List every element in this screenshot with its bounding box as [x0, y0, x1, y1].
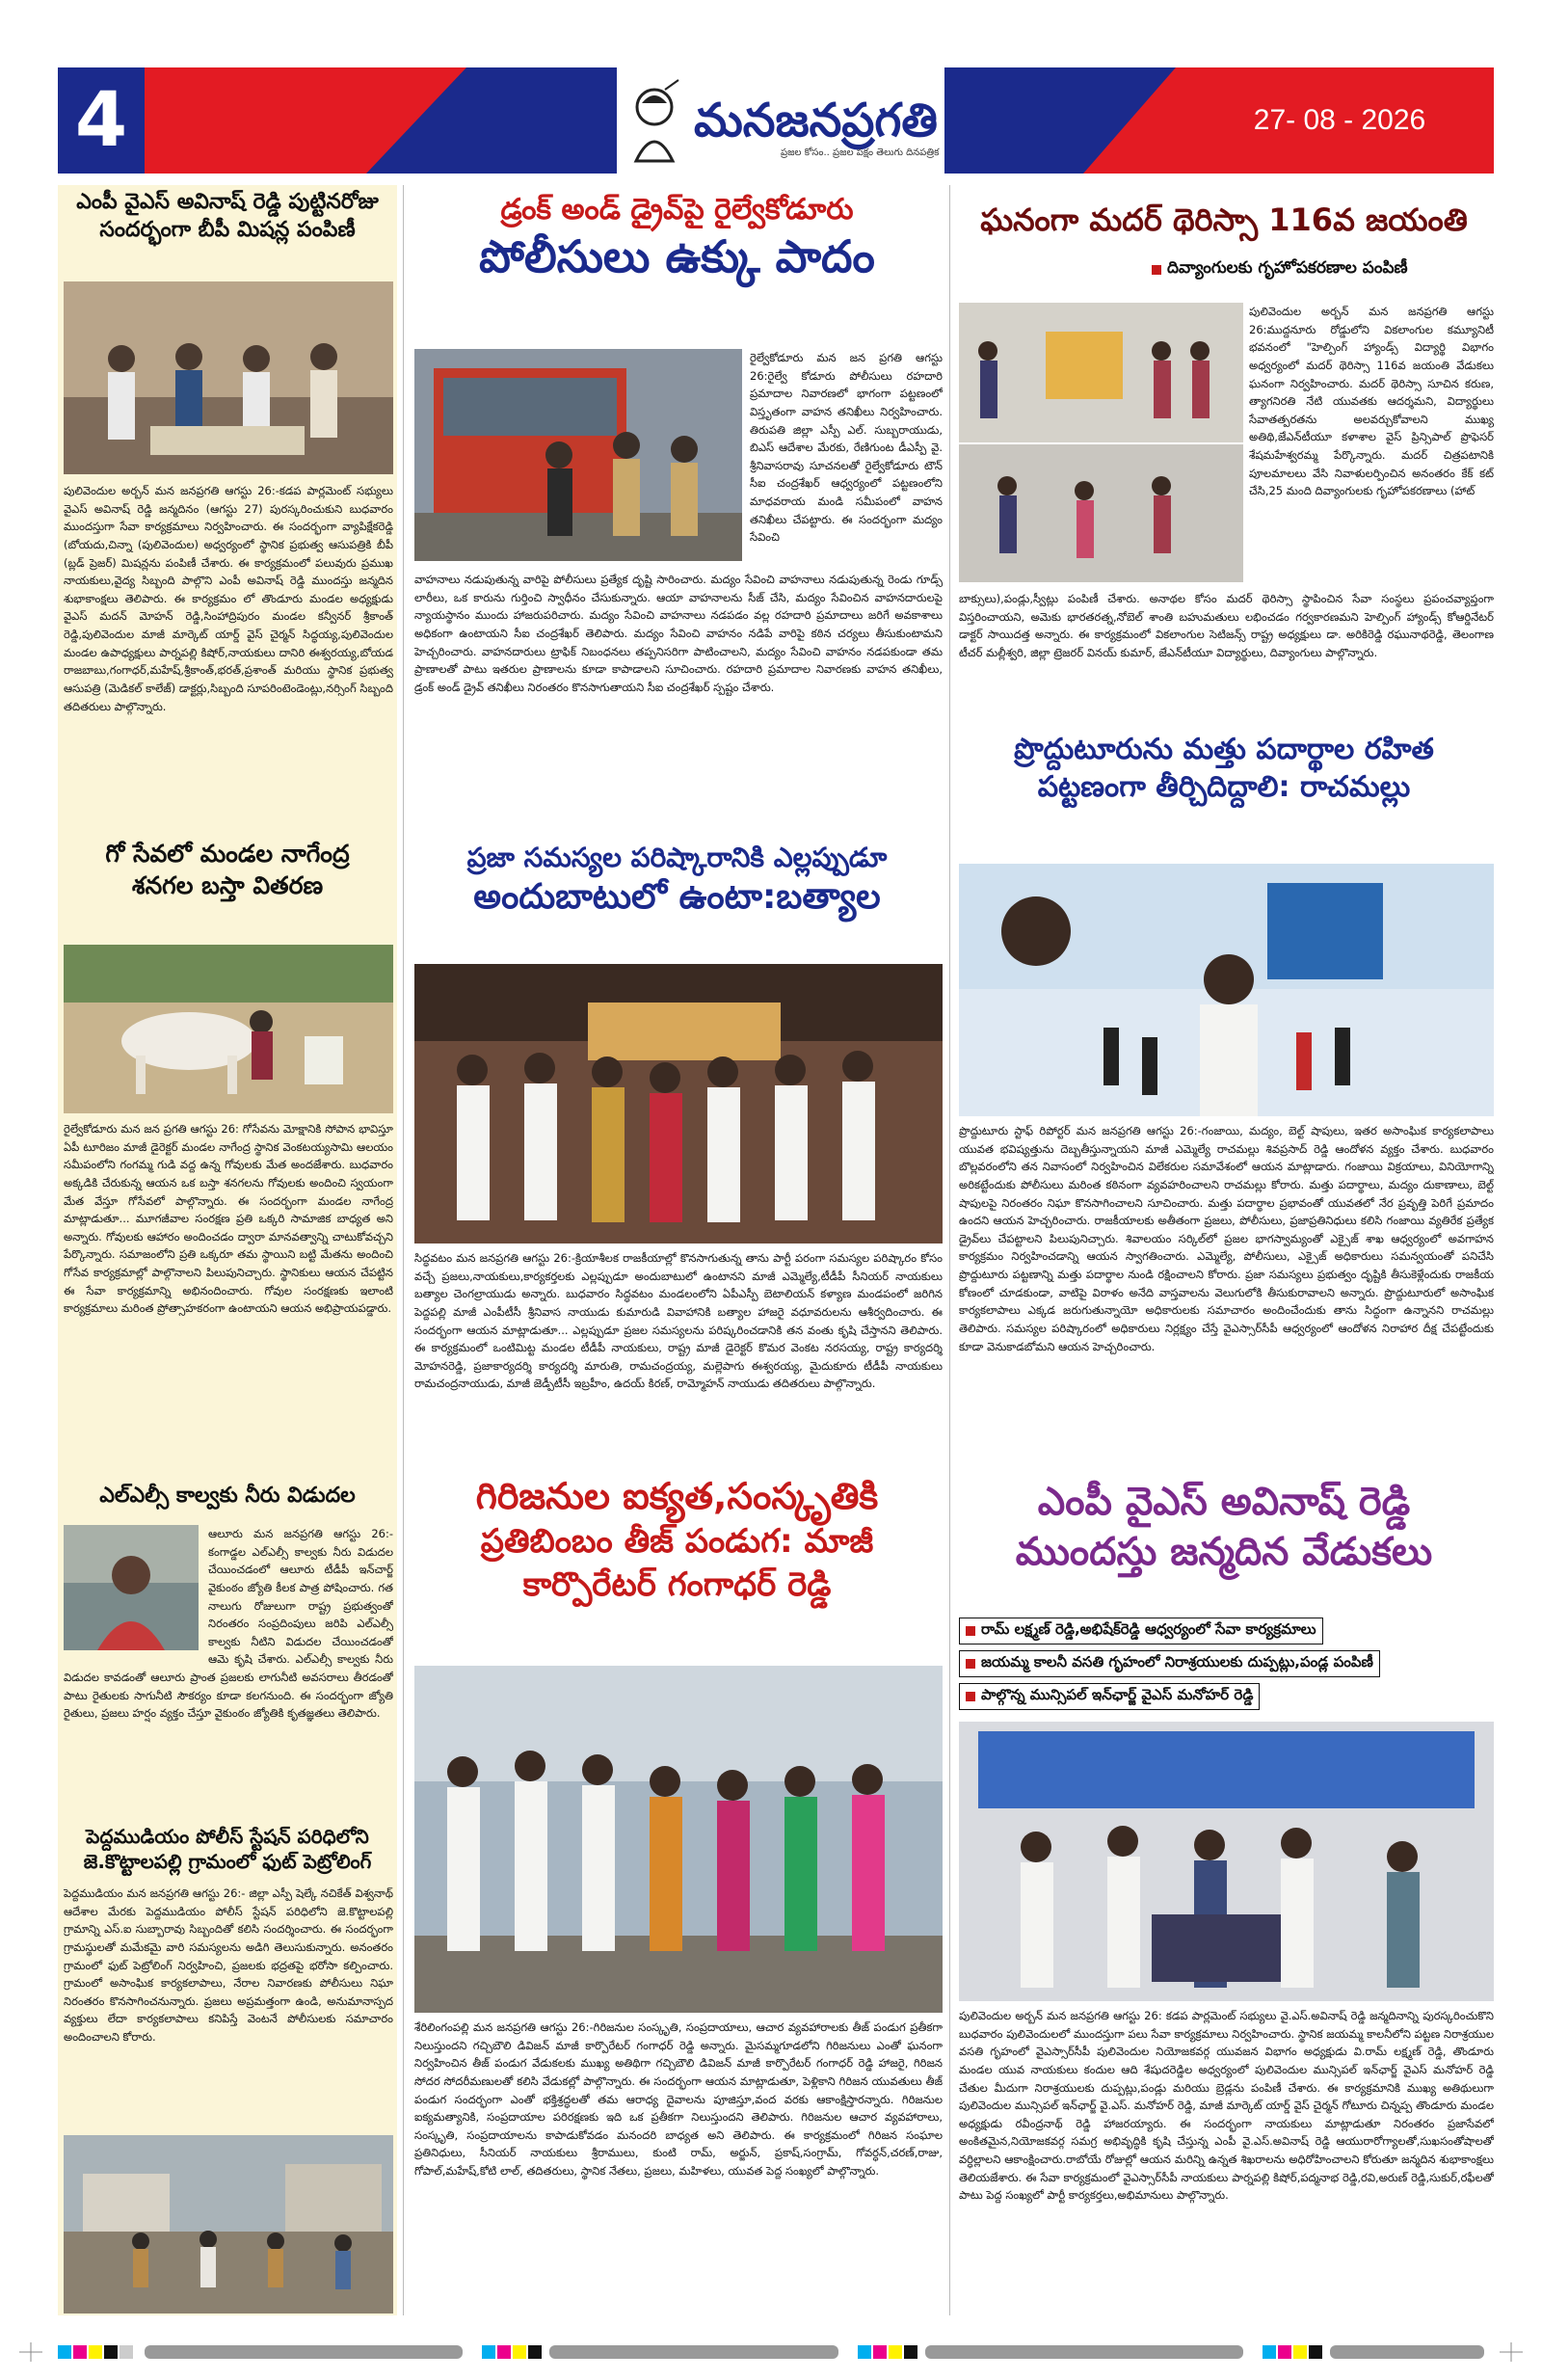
headline-line: గో సేవలో మండల నాగేంద్ర	[105, 840, 350, 868]
headline-line: ముందస్తు జన్మదిన వేడుకలు	[1015, 1530, 1433, 1574]
photo-cow-feeding	[64, 945, 393, 1113]
right-story3-sub3	[959, 1683, 1494, 1710]
center-story1-headline	[410, 191, 944, 286]
center-story2-body: సిద్ధవటం మన జనప్రగతి ఆగస్టు 26:-క్రియాశీలక రాజకీయాల్లో కొనసాగుతున్న తాను పార్టీ పరంగా సమస్యల పరిష్కారం కోసం వచ్చే ప్రజలు,నాయకులు,కార్యకర్తలకు ఎల్లప్పుడూ అందుబాటులో ఉంటానని మాజీ ఎమ్మెల్యే,టీడీపీ సీనియర్ నాయకులు బత్యాల చెంగల్రాయుడు అన్నారు. బుధవారం సిద్ధవటం మండలంలోని ఏపీఎస్పీ బెటాలియన్ కళ్యాణ మండపంలో జరిగిన పెద్దపల్లి మాజీ ఎంపీటీసీ శ్రీనివాస నాయుడు కుమారుడి వివాహానికి బత్యాల హాజరై వధూవరులను ఆశీర్వదించారు. ఈ సందర్భంగా ఆయన మాట్లాడుతూ... ఎల్లప్పుడూ ప్రజల సమస్యలను పరిష్కరించడానికి తన వంతు కృషి చేస్తానని తెలిపారు. ఈ కార్యక్రమంలో ఒంటిమిట్ట మండల టీడీపీ నాయకులు, రాష్ట్ర మాజీ డైరెక్టర్ కొమర వెంకట నరసయ్య, రాష్ట్ర కార్యదర్శి మోహనరెడ్డి, ప్రజాకార్యదర్శి కార్యదర్శి మారుతి, రామచంద్రయ్య, మల్లెపాగు ఈశ్వరయ్య, మైదుకూరు టీడీపీ నాయకులు రామచంద్రనాయుడు, మాజీ జెడ్పీటీసీ ఇబ్రహీం, ఉదయ్ కిరణ్, రామ్మోహన్ నాయుడు తదితరులు పాల్గొన్నారు.	[414, 1251, 943, 1391]
photo-blanket-distribution	[959, 1722, 1494, 2001]
photo-image	[959, 864, 1494, 1116]
headline-line: డ్రంక్ అండ్ డ్రైవ్‌పై రైల్వేకోడూరు	[500, 193, 854, 227]
headline-line: పట్టణంగా తీర్చిదిద్దాలి: రాచమల్లు	[1037, 770, 1411, 804]
photo-image	[959, 1722, 1494, 2001]
right-story1-headline: ఘనంగా మదర్ థెరిస్సా 116వ జయంతి	[980, 201, 1468, 238]
issue-date: 27- 08 - 2026	[1253, 104, 1426, 136]
photo-image	[64, 281, 393, 474]
right-story2-headline	[956, 731, 1492, 806]
headline-line: పెద్దముడియం పోలీస్ స్టేషన్ పరిధిలోని	[86, 1825, 369, 1848]
headline-line: కార్పొరేటర్ గంగాధర్ రెడ్డి	[522, 1564, 832, 1604]
photo-mother-teresa-jayanti	[959, 303, 1243, 582]
sub1-text: రామ్ లక్ష్మణ్ రెడ్డి,అభిషేక్‌రెడ్డి ఆధ్వర్యంలో సేవా కార్యక్రమాలు	[981, 1620, 1316, 1638]
right-story3-body: పులివెందుల అర్బన్ మన జనప్రగతి ఆగస్టు 26: కడప పార్లమెంట్ సభ్యులు వై.ఎస్.అవినాష్ రెడ్డి జన్మదినాన్ని పురస్కరించుకొని బుధవారం పులివెందులలో ముందస్తుగా పలు సేవా కార్యక్రమాలు నిర్వహించారు. స్థానిక జయమ్మ కాలనీలోని పట్టణ నిరాశ్రయుల వసతి గృహంలో వైఎస్సార్‌సీపీ పులివెందుల నియోజకవర్గ యువజన విభాగం అధ్యక్షుడు వి.రామ్ లక్ష్మణ్ రెడ్డి, తొండూరు మండల యువ నాయకులు కందుల ఆది శేషుదరెడ్డిల అధ్వర్యంలో పులివెందుల మున్సిపల్ ఇన్‌ఛార్జ్ వైఎస్ మనోహర్ రెడ్డి చేతుల మీదుగా నిరాశ్రయులకు దుప్పట్లు,పండ్లు మరియు బ్రెడ్లను పంపిణీ చేశారు. ఈ కార్యక్రమానికి ముఖ్య అతిథులుగా పులివెందుల మున్సిపల్ ఇన్‌ఛార్జ్ వై.ఎస్. మనోహర్ రెడ్డి, మాజీ మార్కెట్ యార్డ్ వైస్ చైర్మన్ గోటూరు చిన్నప్ప తొండూరు మండల అధ్యక్షుడు రవీంద్రనాథ్ రెడ్డి హాజరయ్యారు. ఈ సందర్భంగా నాయకులు మాట్లాడుతూ నిరంతరం ప్రజాసేవలో అంకితమైన,నియోజకవర్గ సమగ్ర అభివృద్ధికి కృషి చేస్తున్న ఎంపీ వై.ఎస్.అవినాష్ రెడ్డి ఆయురారోగ్యాలతో,సుఖసంతోషాలతో వర్ధిల్లాలని ఆకాంక్షించారు.రాబోయే రోజుల్లో ఆయన మరిన్ని ఉన్నత శిఖరాలను అధిరోహించాలని కోరుతూ జన్మదిన శుభాకాంక్షలు తెలియజేశారు. ఈ సేవా కార్యక్రమంలో వైఎస్సార్‌సీపీ నాయకులు పార్నపల్లి కిషోర్,పద్మనాభ రెడ్డి,రవి,అరుణ్ రెడ్డి,సుకుర్,రఫీలతో పాటు పెద్ద సంఖ్యలో పార్టీ కార్యకర్తలు,అభిమానులు పాల్గొన్నారు.	[959, 2009, 1494, 2203]
photo-foot-patrolling	[64, 2135, 393, 2313]
center-story2-headline	[410, 841, 944, 921]
headline-line: గిరిజనుల ఐక్యత,సంస్కృతికి	[475, 1475, 879, 1517]
column-rule-left	[403, 185, 404, 2315]
right-story3-sub2	[959, 1650, 1494, 1677]
left-story3-body	[64, 1525, 393, 1812]
right-story1-subheadline	[1152, 258, 1499, 281]
column-rule-right	[949, 185, 950, 2315]
center-story1-body: వాహనాలు నడుపుతున్న వారిపై పోలీసులు ప్రత్యేక దృష్టి సారించారు. మద్యం సేవించి వాహనాలు నడుపుతున్న రెండు గూడ్స్ లారీలు, ఒక కారును గుర్తించి స్వాధీనం చేసుకున్నారు. ఆయా వాహనాలను సీజ్ చేసి, మద్యం సేవించిన వాహనదారులపై న్యాయస్థానం ముందు హాజరుపరిచారు. మద్యం సేవించి వాహనాలు నడపడం వల్ల రహదారి ప్రమాదాలు జరిగే అవకాశాలు అధికంగా ఉంటాయని సీఐ చంద్రశేఖర్ తెలిపారు. మద్యం సేవించి వాహనం నడిపే వారిపై కఠిన చర్యలు తీసుకుంటామని హెచ్చరించారు. వాహనదారులు ట్రాఫిక్ నిబంధనలు తప్పనిసరిగా పాటించాలని, మద్యం సేవించి వాహనం నడపకుండా తమ ప్రాణాలతో పాటు ఇతరుల ప్రాణాలను కూడా కాపాడాలని సూచించారు. రహదారి ప్రమాదాల నివారణకు వాహన తనిఖీలు, డ్రంక్ అండ్ డ్రైవ్ తనిఖీలు నిరంతరం కొనసాగుతాయని సీఐ చంద్రశేఖర్ స్పష్టం చేశారు.	[414, 573, 943, 694]
headline-line: జె.కొట్టాలపల్లి గ్రామంలో ఫుట్ పెట్రోలింగ్	[83, 1850, 372, 1873]
photo-image	[414, 1666, 943, 2013]
headline-line: శనగల బస్తా వితరణ	[131, 870, 324, 899]
right-story3-headline	[956, 1477, 1492, 1577]
headline-line: ఎంపీ వైఎస్ అవినాష్ రెడ్డి	[1037, 1480, 1411, 1524]
left-story4-headline	[60, 1824, 395, 1874]
headline-line: ప్రజా సమస్యల పరిష్కారానికి ఎల్లప్పుడూ	[466, 842, 888, 873]
masthead-tagline: ప్రజల కోసం.. ప్రజల పక్షం తెలుగు దినపత్రిక	[781, 147, 940, 158]
photo-image	[414, 964, 943, 1243]
masthead-title: మనజనప్రగతి	[694, 94, 938, 147]
photo-image	[414, 349, 742, 561]
bullet-icon	[966, 1659, 975, 1669]
center-story3-headline	[410, 1473, 944, 1606]
sub2-text: జయమ్మ కాలనీ వసతి గృహంలో నిరాశ్రయులకు దుప్పట్లు,పండ్ల పంపిణీ	[981, 1653, 1373, 1671]
left-story1-headline	[60, 189, 395, 244]
right-story2-body: ప్రొద్దుటూరు స్టాఫ్ రిపోర్టర్ మన జనప్రగతి ఆగస్టు 26:-గంజాయి, మద్యం, బెల్ట్ షాపులు, ఇతర అసాంఘిక కార్యకలాపాలు యువత భవిష్యత్తును దెబ్బతీస్తున్నాయని మాజీ ఎమ్మెల్యే రాచమల్లు శివప్రసాద్ రెడ్డి ఆందోళన వ్యక్తం చేశారు. బుధవారం బొల్లవరంలోని తన నివాసంలో నిర్వహించిన విలేకరుల సమావేశంలో ఆయన మాట్లాడారు. గంజాయి విక్రయాలు, వినియోగాన్ని అరికట్టేందుకు పోలీసులు మరింత కఠినంగా వ్యవహరించాలని రాచమల్లు కోరారు. మత్తు పదార్థాలు, మద్యం దుకాణాలు, బెల్ట్ షాపులపై నిరంతరం నిఘా కొనసాగించాలని సూచించారు. మత్తు పదార్థాల ప్రభావంతో యువతలో నేర ప్రవృత్తి పెరిగే ప్రమాదం ఉందని ఆయన హెచ్చరించారు. రాజకీయాలకు అతీతంగా ప్రజలు, పోలీసులు, ప్రజాప్రతినిధులు కలిసి గంజాయి వ్యతిరేక ప్రత్యేక డ్రైవ్‌లు చేపట్టాలని పిలుపునిచ్చారు. శివాలయం సర్కిల్‌లో ప్రజల భాగస్వామ్యంతో ఎక్సైజ్ శాఖ ఆధ్వర్యంలో అవగాహన కార్యక్రమం నిర్వహించడాన్ని ఆయన స్వాగతించారు. ఎమ్మెల్యే, పోలీసులు, ఎక్సైజ్ అధికారులు సమన్వయంతో పనిచేసి ప్రొద్దుటూరు పట్టణాన్ని మత్తు పదార్థాల నుండి రక్షించాలని కోరారు. ప్రజా సమస్యలు ప్రభుత్వం దృష్టికి తీసుకెళ్లేందుకు రాజకీయ కోణంలో చూడకుండా, వాటిపై విరాళం అనేది వాస్తవాలను వెలుగులోకి తీసుకురావాలని అన్నారు. ప్రొద్దుటూరులో అసాంఘిక కార్యకలాపాలు ఎక్కడ జరుగుతున్నాయో అధికారులకు సమాచారం అందించేందుకు తాను సిద్ధంగా ఉన్నానని రాచమల్లు తెలిపారు. సమస్యల పరిష్కారంలో అధికారులు నిర్లక్ష్యం చేస్తే వైఎస్సార్‌సీపీ ఆధ్వర్యంలో ఆందోళన నిరాహార దీక్ష చేపట్టేందుకు కూడా వెనుకాడబోమని ఆయన హెచ్చరించారు.	[959, 1124, 1494, 1353]
left-story4-body: పెద్దముడియం మన జనప్రగతి ఆగస్టు 26:- జిల్లా ఎస్పీ షెల్కే నచికేత్ విశ్వనాథ్ ఆదేశాల మేరకు పెద్దముడియం పోలీస్ స్టేషన్ పరిధిలోని జె.కొట్టాలపల్లి గ్రామాన్ని ఎస్.ఐ సుబ్బారావు సిబ్బందితో కలిసి సందర్శించారు. ఈ సందర్భంగా గ్రామస్థులతో మమేకమై వారి సమస్యలను అడిగి తెలుసుకున్నారు. అనంతరం గ్రామంలో ఫుట్ పెట్రోలింగ్ నిర్వహించి, ప్రజలకు భద్రతపై భరోసా కల్పించారు. గ్రామంలో అసాంఘిక కార్యకలాపాలు, నేరాల నివారణకు పోలీసులు నిఘా నిరంతరం కొనసాగించనున్నారు. ప్రజలు అప్రమత్తంగా ఉండి, అనుమానాస్పద వ్యక్తులు లేదా కార్యకలాపాలు కనిపిస్తే వెంటనే పోలీసులకు సమాచారం అందించాలని కోరారు.	[64, 1886, 393, 2044]
center-story1-body-side: రైల్వేకోడూరు మన జన ప్రగతి ఆగస్టు 26:రైల్వే కోడూరు పోలీసులు రహదారి ప్రమాదాల నివారణలో భాగంగా పట్టణంలో విస్తృతంగా వాహన తనిఖీలు నిర్వహించారు. తిరుపతి జిల్లా ఎస్పీ ఎల్. సుబ్బరాయుడు, బిఎస్ ఆదేశాల మేరకు, రేణిగుంట డీఎస్పీ వై. శ్రీనివాసరావు సూచనలతో రైల్వేకోడూరు టౌన్ సీఐ చంద్రశేఖర్ ఆధ్వర్యంలో పట్టణంలోని మాధవరాయ మండి సమీపంలో వాహన తనిఖీలు చేపట్టారు. ఈ సందర్భంగా మద్యం సేవించి	[750, 351, 943, 545]
headline-line: సందర్భంగా బీపీ మిషన్ల పంపిణీ	[99, 217, 356, 242]
bullet-icon	[1152, 265, 1161, 275]
photo-wedding-blessing	[414, 964, 943, 1243]
masthead-logo-icon	[623, 74, 686, 167]
photo-drunk-drive-check	[414, 349, 742, 561]
bullet-icon	[966, 1626, 975, 1636]
right-story1-body: బాక్సులు),పండ్లు,స్వీట్లు పంపిణీ చేశారు. అనాథల కోసం మదర్ థెరిస్సా స్థాపించిన సేవా సంస్థలు ప్రపంచవ్యాప్తంగా విస్తరించాయని, అమెకు భారతరత్న,నోబెల్ శాంతి బహుమతులు లభించడం గర్వకారణమని హెల్పింగ్ హ్యాండ్స్ కోఆర్డినేటర్ డాక్టర్ సాయిదత్త అన్నారు. ఈ కార్యక్రమంలో వికలాంగుల సెటిజన్స్ రాష్ట్ర అధ్యక్షులు డా. అరికిరెడ్డి రఘునాథరెడ్డి, తెలంగాణ టీచర్ మల్లీశ్వరి, జిల్లా ట్రెజరర్ వినయ్ కుమార్, జేఎన్‌టీయూ విద్యార్థులు, దివ్యాంగులు పాల్గొన్నారు.	[959, 592, 1494, 659]
right-story1-body-side: పులివెందుల అర్బన్ మన జనప్రగతి ఆగస్టు 26:ముద్దనూరు రోడ్డులోని వికలాంగుల కమ్యూనిటీ భవనంలో "హెల్పింగ్ హ్యాండ్స్ విద్యార్థి విభాగం అధ్వర్యంలో మదర్ థెరిస్సా 116వ జయంతి వేడుకలు ఘనంగా నిర్వహించారు. మదర్ థెరిస్సా సూచిన కరుణ, త్యాగనిరతి నేటి యువతకు ఆదర్శమని, విద్యార్థులు సేవాతత్పరతను అలవర్చుకోవాలని ముఖ్య అతిథి,జేఎన్‌టీయూ కళాశాల వైస్ ప్రిన్సిపాల్ ప్రొఫెసర్ శేషమహేశ్వరమ్మ పేర్కొన్నారు. మదర్ చిత్రపటానికి పూలమాలలు వేసి నివాళులర్పించిన అనంతరం కేక్ కట్ చేసి,25 మంది దివ్యాంగులకు గృహోపకరణాలు (హాట్	[1249, 305, 1494, 498]
right-story3-sub1	[959, 1618, 1494, 1645]
bullet-icon	[966, 1692, 975, 1701]
left-story2-headline	[60, 839, 395, 901]
text-wrap-spacer	[64, 1525, 208, 1654]
page-number: 4	[58, 67, 145, 174]
print-registration-bar	[19, 2342, 1523, 2362]
center-story3-body: శేరిలింగంపల్లి మన జనప్రగతి ఆగస్టు 26:-గిరిజనుల సంస్కృతి, సంప్రదాయాలు, ఆచార వ్యవహారాలకు తీజ్ పండుగ ప్రతీకగా నిలుస్తుందని గచ్చిబౌలి డివిజన్ మాజీ కార్పొరేటర్ గంగాధర్ రెడ్డి అన్నారు. మైసమ్మగూడలోని గిరిజనులు ఎంతో ఘనంగా నిర్వహించిన తీజ్ పండుగ వేడుకలకు ముఖ్య అతిథిగా గచ్చిబౌలి డివిజన్ మాజీ కార్పొరేటర్ గంగాధర్ రెడ్డి హాజరై, గిరిజన సోదర సోదరీమణులతో కలిసి వేడుకల్లో పాల్గొన్నారు. ఈ సందర్భంగా ఆయన మాట్లాడుతూ, పెళ్లికాని గిరిజన యువతులు తీజ్ పండుగ సందర్భంగా ఎంతో భక్తిశ్రద్ధలతో తమ ఆరాధ్య దైవాలను పూజిస్తూ,వంద వరకు ఆకాంక్షిస్తారన్నారు. గిరిజనుల ఐక్యమత్యానికి, సంప్రదాయాల పరిరక్షణకు ఇది ఒక ప్రతీకగా నిలుస్తుందని తెలిపారు. గిరిజనుల ఆచార వ్యవహారాలు, సంస్కృతి, సంప్రదాయాలను కాపాడుకోవడం మనందరి బాధ్యత అని తెలిపారు. ఈ కార్యక్రమంలో గిరిజన సంఘాల ప్రతినిధులు, సీనియర్ నాయకులు శ్రీరాములు, కుంటి రామ్, అర్జున్, ప్రకాష్,సంగ్రామ్, గోవర్ధన్,చరణ్,రాజు, గోపాల్,మహేష్,కోటి లాల్, తదితరులు, స్థానిక నేతలు, ప్రజలు, మహిళలు, యువత పెద్ద సంఖ్యలో పాల్గొన్నారు.	[414, 2020, 943, 2178]
left-story3-body-text: ఆలూరు మన జనప్రగతి ఆగస్టు 26:- కంగాడ్డల ఎల్ఎల్సీ కాల్వకు నీరు విడుదల చేయించడంలో ఆలూరు టీడీపీ ఇన్‌చార్జ్ వైకుంఠం జ్యోతి కీలక పాత్ర పోషించారు. గత నాలుగు రోజులుగా రాష్ట్ర ప్రభుత్వంతో నిరంతరం సంప్రదింపులు జరిపి ఎల్ఎల్సీ కాల్వకు నీటిని విడుదల చేయించడంతో ఆమె కృషి చేశారు. ఎల్ఎల్సీ కాల్వకు నీరు విడుదల కావడంతో ఆలూరు ప్రాంత ప్రజలకు లాగునీటి అవసరాలు తీరడంతో పాటు రైతులకు సాగునీటి సౌకర్యం కూడా కలగనుంది. ఈ సందర్భంగా జ్యోతి రైతులు, ప్రజలు హర్షం వ్యక్తం చేస్తూ వైకుంఠం జ్యోతికి కృతజ్ఞతలు తెలిపారు.	[64, 1527, 393, 1721]
sub3-box	[959, 1683, 1260, 1710]
sub2-box	[959, 1650, 1380, 1677]
photo-image	[959, 303, 1243, 582]
headline-line: పోలీసులు ఉక్కు పాదం	[479, 230, 875, 282]
left-story2-body: రైల్వేకోడూరు మన జన ప్రగతి ఆగస్టు 26: గోసేవను మోక్షానికి సోపాన భావిస్తూ ఏపీ టూరిజం మాజీ డైరెక్టర్ మండల నాగేంద్ర స్థానిక వెంకటయ్యసామి ఆలయం సమీపంలోని గంగమ్మ గుడి వద్ద ఉన్న గోవులకు మేత అందజేశారు. బుధవారం అక్కడికి చేరుకున్న ఆయన ఒక బస్తా శనగలను గోవులకు అందించి స్వయంగా మేత వేస్తూ గోసేవలో పాల్గొన్నారు. ఈ సందర్భంగా మండల నాగేంద్ర మాట్లాడుతూ... మూగజీవాల సంరక్షణ ప్రతి ఒక్కరి సామాజిక బాధ్యత అని అన్నారు. గోవులకు ఆహారం అందించడం ద్వారా మానవత్వాన్ని చాటుకోవచ్చని పేర్కొన్నారు. సమాజంలోని ప్రతి ఒక్కరూ తమ స్థాయిని బట్టి మేతను అందించి గోసేవ కార్యక్రమాల్లో పాల్గొనాలని పిలుపునిచ్చారు. స్థానికులు ఆయన చేపట్టిన ఈ సేవా కార్యక్రమాన్ని అభినందించారు. గోవుల సంరక్షణకు ఇలాంటి కార్యక్రమాలు మరింత ప్రోత్సాహకరంగా ఉంటాయని ఆయన అభిప్రాయపడ్డారు.	[64, 1122, 393, 1316]
photo-bp-machine-distribution	[64, 281, 393, 474]
photo-image	[64, 2135, 393, 2313]
headline-line: ప్రతిబింబం తీజ్ పండుగ: మాజీ	[480, 1522, 874, 1562]
masthead	[617, 67, 944, 174]
headline-line: ఎంపీ వైఎస్ అవినాష్ రెడ్డి పుట్టినరోజు	[76, 190, 379, 214]
left-story1-body: పులివెందుల అర్బన్ మన జనప్రగతి ఆగస్టు 26:-కడప పార్లమెంట్ సభ్యులు వైఎస్ అవినాష్ రెడ్డి జన్మదినం (ఆగస్టు 27) పురస్కరించుకుని బుధవారం ముందస్తుగా సేవా కార్యక్రమాలు నిర్వహించారు. ఈ సందర్భంగా వ్యాపిక్షేకరెడ్డి (బోయదు,చిన్నా (పులివెందుల) అధ్వర్యంలో స్థానిక ప్రభుత్వ ఆసుపత్రికి బీపీ (బ్లడ్ ప్రెజర్) మిషన్లను పంపిణీ చేశారు. ఈ కార్యక్రమంలో పలువురు ప్రముఖ నాయకులు,వైద్య సిబ్బంది పాల్గొని ఎంపీ అవినాష్ రెడ్డి ముందస్తు జన్మదిన శుభాకాంక్షలు తెలిపారు. ఈ కార్యక్రమం లో తొండూరు మండల అధ్యక్షుడు వైఎస్ మదన్ మోహన్ రెడ్డి,సింహాద్రిపురం మండల కన్వీనర్ శ్రీకాంత్ రెడ్డి,పులివెందుల మాజీ మార్కెట్ యార్డ్ వైస్ చైర్మన్ సిద్ధయ్య,పులివెందుల మండల ఉపాధ్యక్షులు పార్నపల్లి కిషోర్,నాయకులు దానిరి ఈశ్వరయ్య,బోయడ రాజబాబు,గంగాధర్,మహేష్,శ్రీకాంత్,భరత్,ప్రశాంత్ మరియు స్థానిక ప్రభుత్వ ఆసుపత్రి (మెడికల్ కాలేజ్) డాక్టర్లు,సిబ్బంది సూపరింటెండెంట్లు,నర్సింగ్ సిబ్బంది తదితరులు పాల్గొన్నారు.	[64, 484, 393, 713]
left-story3-headline: ఎల్ఎల్సీ కాల్వకు నీరు విడుదల	[99, 1484, 356, 1508]
photo-rachamallu-press-meet	[959, 864, 1494, 1116]
headline-line: అందుబాటులో ఉంటా:బత్యాల	[473, 877, 881, 918]
photo-teej-festival	[414, 1666, 943, 2013]
sub3-text: పాల్గొన్న మున్సిపల్ ఇన్‌ఛార్జ్ వైఎస్ మనోహర్ రెడ్డి	[981, 1686, 1254, 1703]
subheadline-text: దివ్యాంగులకు గృహోపకరణాల పంపిణీ	[1167, 258, 1408, 278]
sub1-box	[959, 1618, 1323, 1645]
headline-line: ప్రొద్దుటూరును మత్తు పదార్థాల రహిత	[1014, 733, 1434, 766]
photo-image	[64, 945, 393, 1113]
